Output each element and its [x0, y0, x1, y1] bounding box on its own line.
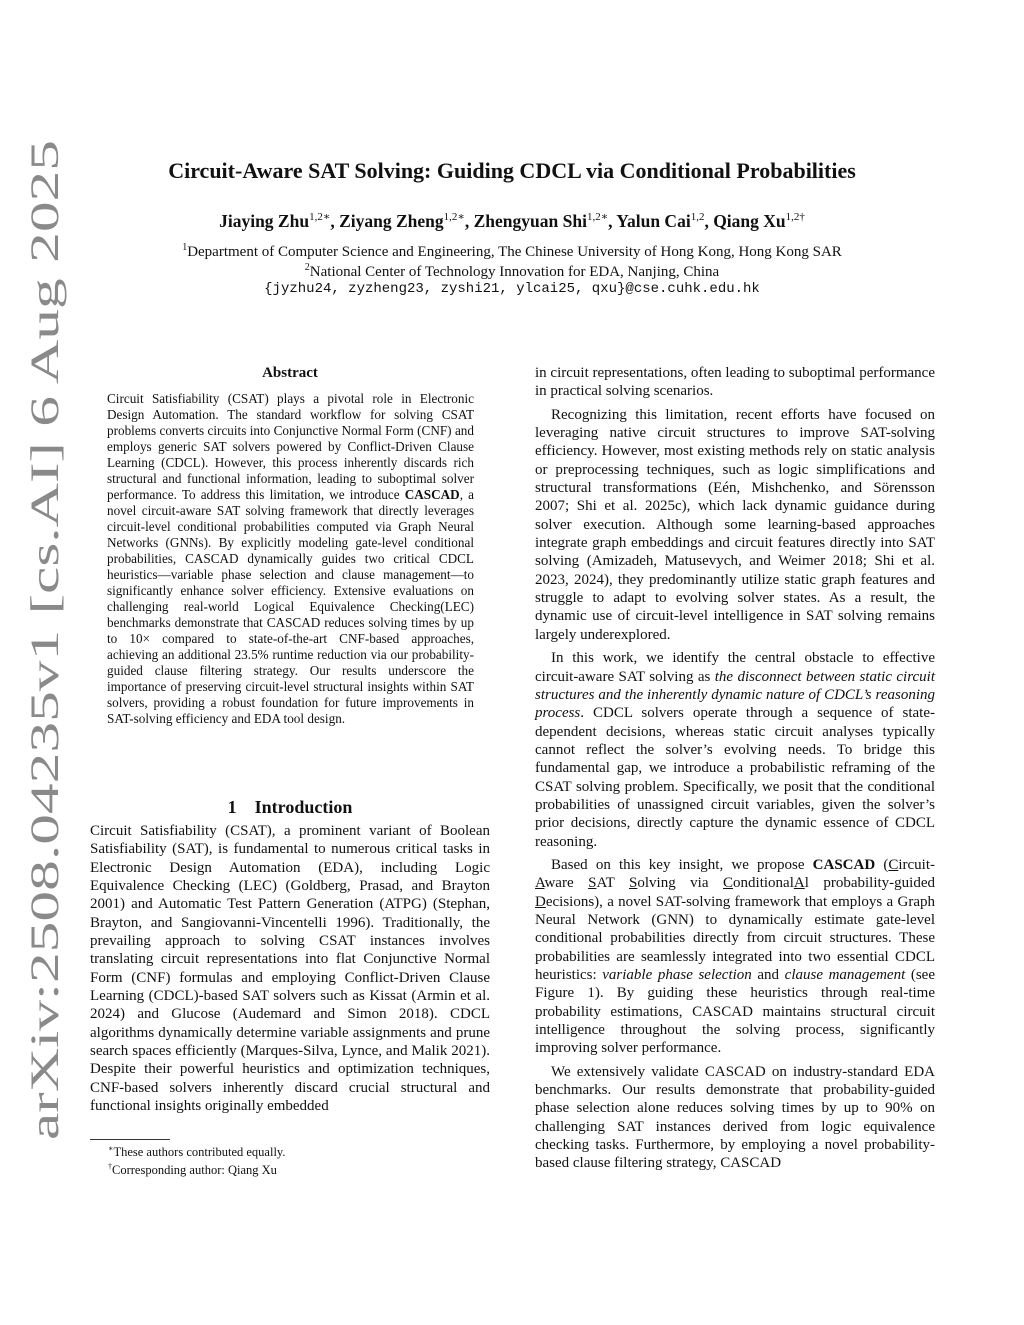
footnote-text: These authors contributed equally. [113, 1145, 286, 1160]
acronym-letter: A [793, 875, 805, 892]
acronym-text: l probability-guided [804, 875, 936, 892]
paragraph-text: . CDCL solvers operate through a sequence of state-dependent decisions, whereas static circuit analyses typically cannot reflect the solver’s evolving needs. To bridge this fundamental gap, we introduce a probabilistic reframing of the CSAT solving problem. Specifically, we posit that the conditional probabilities of unassigned circuit variables, given the solver’s prior decisions, directly capture the dynamic essence of CDCL reasoning. [535, 705, 935, 850]
acronym-text: ware [544, 875, 589, 892]
affiliation-1 [0, 242, 1024, 261]
body-paragraph: in circuit representations, often leading to suboptimal performance in practical solving scenarios. [535, 365, 935, 400]
acronym-text: ircuit- [898, 856, 935, 873]
author-name: Yalun Cai [616, 210, 691, 231]
acronym-text: onditional [733, 875, 794, 892]
emphasis-text: variable phase selection [602, 967, 752, 983]
paper-title: Circuit-Aware SAT Solving: Guiding CDCL via Conditional Probabilities [168, 158, 856, 183]
acronym-letter: C [723, 875, 734, 892]
footnote-rule [90, 1139, 170, 1140]
author-marks: 1,2∗ [586, 211, 609, 223]
section-number: 1 [227, 797, 237, 817]
acronym-letter: S [588, 875, 597, 892]
acronym-text: ecisions [545, 893, 595, 910]
abstract-text: , a novel circuit-aware SAT solving framework that directly leverages circuit-level conditional probabilities computed via Graph Neural Networks (GNNs). By explicitly modeling gate-level conditional probabilities, CASCAD dynamically guides two critical CDCL heuristics—variable phase selection and clause management—to significantly enhance solver efficiency. Extensive evaluations on challenging real-world Logical Equivalence Checking(LEC) benchmarks demonstrate that CASCAD reduces solving times by up to 10× compared to state-of-the-art CNF-based approaches, achieving an additional 23.5% runtime reduction via our probability-guided clause filtering strategy. Our results underscore the importance of preserving circuit-level structural insights within SAT solvers, providing a robust foundation for future improvements in SAT-solving efficiency and EDA tool design. [107, 486, 474, 726]
footnote-2 [108, 1162, 277, 1178]
abstract-heading: Abstract [262, 365, 318, 381]
affiliation-2 [0, 262, 1024, 281]
affiliation-text: National Center of Technology Innovation for EDA, Nanjing, China [309, 264, 720, 280]
affiliation-text: Department of Computer Science and Engineering, The Chinese University of Hong Kong, Hong Kong SAR [187, 244, 842, 260]
body-paragraph: Based on this key insight, we propose CASCAD (Circuit-Aware SAT Solving via ConditionalAl probability-guided Decisions), a novel SAT-solving framework that employs a Graph Neural Network (GNN) to dynamically estimate gate-level conditional probabilities directly from circuit structures. These probabilities are seamlessly integrated into two essential CDCL heuristics: variable phase selection and clause management (see Figure 1). By guiding these heuristics through real-time probability estimations, CASCAD maintains structural circuit intelligence throughout the solving process, significantly improving solver performance. [535, 856, 936, 1057]
paragraph-text: In this work, we identify the central obstacle to effective circuit-aware SAT solving as [535, 650, 935, 685]
author-name: Jiaying Zhu [219, 210, 310, 231]
body-paragraph: We extensively validate CASCAD on industry-standard EDA benchmarks. Our results demonstrate that probability-guided phase selection alone reduces solving times by up to 90% on challenging SAT instances derived from logic equivalence checking tasks. Furthermore, by employing a novel probability-based clause filtering strategy, CASCAD [535, 1063, 935, 1172]
abstract-text: Circuit Satisfiability (CSAT) plays a pivotal role in Electronic Design Automation. The standard workflow for solving CSAT problems converts circuits into Conjunctive Normal Form (CNF) and employs generic SAT solvers powered by Conflict-Driven Clause Learning (CDCL). However, this process inherently discards rich structural and functional information, leading to suboptimal solver performance. To address this limitation, we introduce [107, 391, 474, 502]
footnote-mark: ∗ [108, 1144, 114, 1153]
acronym-text: AT [596, 875, 630, 892]
body-paragraph: Recognizing this limitation, recent efforts have focused on leveraging native circuit structures to improve SAT-solving efficiency. However, most existing methods rely on static analysis or preprocessing techniques, such as logic simplifications and structural transformations (Eén, Mishchenko, and Sörensson 2007; Shi et al. 2025c), which lack dynamic guidance during solver execution. Although some learning-based approaches integrate graph embeddings and circuit features directly into SAT solving (Amizadeh, Matusevych, and Weimer 2018; Shi et al. 2023, 2024), they predominantly utilize static graph features and struggle to adapt to evolving solver states. As a result, the dynamic use of circuit-level intelligence in SAT solving remains largely underexplored. [535, 406, 935, 643]
paragraph-text: ), a novel SAT-solving framework that employs a Graph Neural Network (GNN) to dynamically estimate gate-level conditional probabilities directly from circuit structures. These probabilities are seamlessly integrated into two essential CDCL heuristics: [535, 893, 935, 983]
author-marks: 1,2∗ [309, 211, 331, 223]
abstract-method-name: CASCAD [404, 486, 460, 502]
paragraph-text: Based on this key insight, we propose [551, 856, 813, 873]
author-marks: 1,2 [690, 211, 705, 223]
author-emails: {jyzhu24, zyzheng23, zyshi21, ylcai25, qxu}@cse.cuhk.edu.hk [264, 281, 760, 297]
intro-paragraph: Circuit Satisfiability (CSAT), a prominent variant of Boolean Satisfiability (SAT), is fundamental to numerous critical tasks in Electronic Design Automation (EDA), including Logic Equivalence Checking (LEC) (Goldberg, Prasad, and Brayton 2001) and Automatic Test Pattern Generation (ATPG) (Stephan, Brayton, and Sangiovanni-Vincentelli 1996). Traditionally, the prevailing approach to solving CSAT instances involves translating circuit representations into flat Conjunctive Normal Form (CNF) formulas and employing Conflict-Driven Clause Learning (CDCL)-based SAT solvers such as Kissat (Armin et al. 2024) and Glucose (Audemard and Simon 2018). CDCL algorithms dynamically determine variable assignments and prune search spaces efficiently (Marques-Silva, Lynce, and Malik 2021). Despite their powerful heuristics and optimization techniques, CNF-based solvers inherently discard crucial structural and functional insights originally embedded [90, 823, 490, 1115]
section-title: Introduction [254, 797, 353, 817]
acronym-letter: S [629, 875, 638, 892]
arxiv-identifier: arXiv:2508.04235v1 [cs.AI] 6 Aug 2025 [22, 488, 67, 1140]
paragraph-text: and [751, 967, 785, 983]
paragraph-text: (see Figure 1). By guiding these heuristics through real-time probability estimations, CASCAD maintains structural circuit intelligence throughout the solving process, significantly improving solver performance. [535, 967, 935, 1057]
right-column [535, 364, 935, 1178]
author-list: Jiaying Zhu$^{1,2∗}$, Ziyang Zheng$^{1,2∗}$, Zhengyuan Shi$^{1,2∗}$, Yalun Cai$^{1,2}$, Qiang $Xu^{1,2\dagger}$ [219, 210, 805, 231]
acronym-text: olving via [637, 875, 724, 892]
author-marks: 1,2† [785, 211, 805, 223]
author-name: Qiang Xu [713, 210, 786, 231]
footnote-1 [108, 1144, 286, 1160]
section-heading [90, 797, 490, 818]
acronym-letter: C [888, 856, 899, 873]
affiliation-mark: 1 [182, 242, 188, 253]
body-paragraph [535, 649, 935, 851]
emphasis-text: the disconnect between static circuit structures and the inherently dynamic nature of CDCL’s reasoning process [535, 668, 935, 722]
acronym-letter: A [535, 875, 545, 892]
affiliation-mark: 2 [304, 262, 310, 273]
method-name: CASCAD [812, 856, 876, 873]
author-name: Ziyang Zheng [339, 210, 444, 231]
author-marks: 1,2∗ [443, 211, 465, 223]
footnote-mark: † [108, 1162, 112, 1171]
emphasis-text: clause management [784, 967, 906, 983]
abstract-body [107, 391, 474, 727]
author-name: Zhengyuan Shi [473, 210, 587, 231]
acronym-letter: D [535, 893, 546, 910]
footnote-text: Corresponding author: Qiang Xu [112, 1163, 277, 1178]
